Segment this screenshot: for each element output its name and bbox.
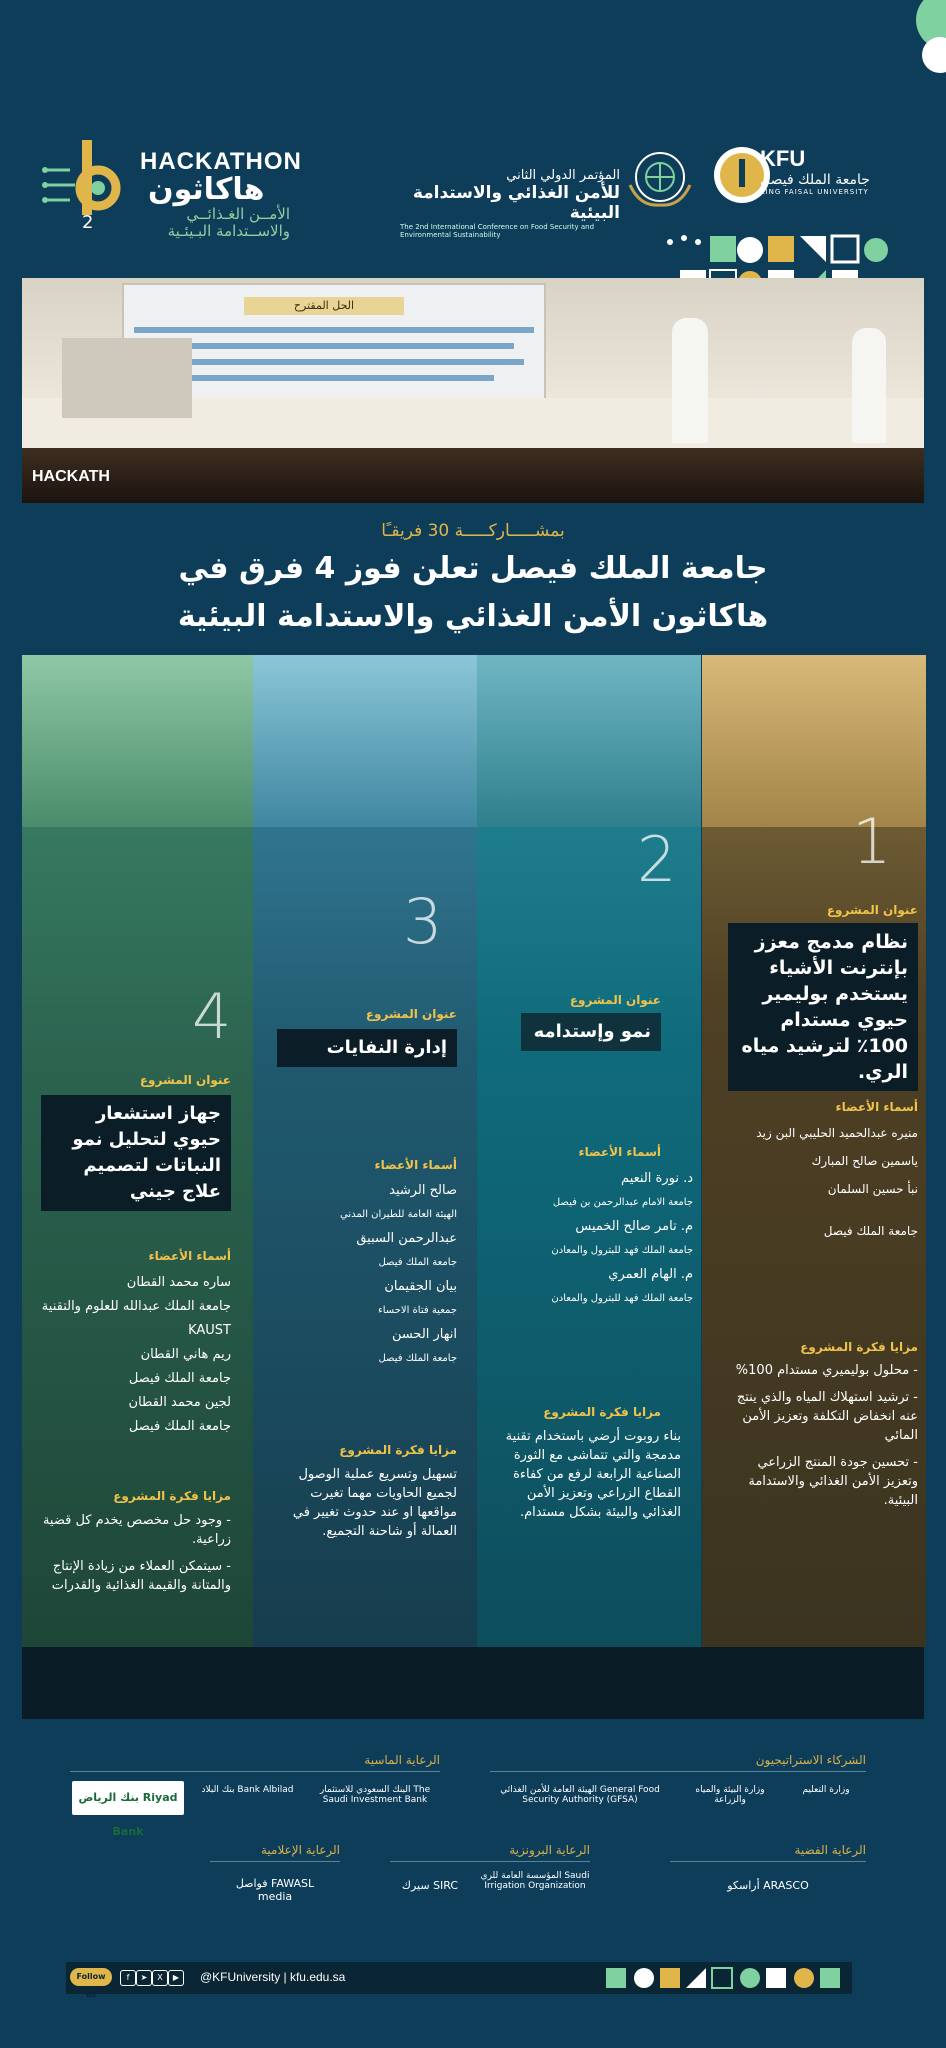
team-3-photo: [253, 655, 477, 827]
team-4-title-label: عنوان المشروع: [139, 1073, 231, 1087]
advantage-item: - تحسين جودة المنتج الزراعي وتعزيز الأمن الغذائي والاستدامة البيئية.: [748, 1455, 918, 1508]
advantage-item: - محلول بوليميري مستدام 100%: [735, 1363, 918, 1378]
member-name: ياسمين صالح المبارك: [811, 1154, 918, 1168]
audience: [22, 448, 924, 503]
team-2-title-label: عنوان المشروع: [569, 993, 661, 1007]
headline: [22, 503, 924, 655]
team-3-members: [257, 1179, 457, 1371]
hackathon-title-en: HACKATHON: [140, 148, 302, 175]
member-name: ريم هاني القطان: [140, 1347, 231, 1362]
member-name: منيره عبدالحميد الحليبي البن زيد: [756, 1126, 918, 1140]
corner-shape-decoration: [880, 0, 946, 90]
team-3-advantages-label: مزايا فكرة المشروع: [339, 1443, 457, 1457]
team-4-photo: [22, 655, 253, 827]
member-affiliation: جامعة الملك فهد للبترول والمعادن: [551, 1245, 693, 1256]
team-2-advantages-label: مزايا فكرة المشروع: [543, 1405, 661, 1419]
participation-count: بمشـــــاركـــــة 30 فريقـًا: [381, 521, 565, 541]
footer: [66, 1962, 852, 1999]
presenter-figure: [672, 318, 708, 443]
hackathon-banner-text: HACKATH: [32, 468, 110, 485]
kfu-abbreviation: KFU: [760, 146, 806, 171]
fawasl-logo: فواصل FAWASL media: [235, 1877, 315, 1903]
team-4-column: [22, 655, 253, 1647]
conference-english: The 2nd International Conference on Food Security and Environmental Sustainability: [400, 223, 595, 239]
bronze-sponsors-label: الرعاية البرونزية: [509, 1843, 590, 1857]
divider: [210, 1861, 340, 1862]
team-3-advantages: تسهيل وتسريع عملية الوصول لجميع الحاويات مهما تغيرت مواقعها او عند حدوث تغيير في العمالة أو شاحنة التجميع.: [292, 1467, 457, 1539]
screen-line: [134, 327, 534, 333]
standing-figure: [852, 328, 886, 443]
hackathon-subtitle-line1: الأمــن الغـذائــي: [186, 205, 290, 223]
team-1-members: [704, 1119, 918, 1245]
divider: [390, 1861, 590, 1862]
team-1-advantages: [728, 1361, 918, 1510]
team-2-members: [479, 1167, 693, 1311]
hackathon-title-ar: هاكاثون: [148, 172, 265, 207]
team-1-photo: [702, 655, 926, 827]
facebook-icon[interactable]: f: [120, 1970, 136, 1986]
member-affiliation: جامعة الملك فيصل: [128, 1371, 231, 1386]
member-affiliation: جامعة الملك فيصل: [378, 1353, 457, 1364]
team-4-title: جهاز استشعار حيوي لتحليل نمو النباتات لتصميم علاج جيني: [41, 1095, 231, 1211]
footer-handle[interactable]: @KFUniversity | kfu.edu.sa: [200, 1970, 346, 1984]
follow-us-badge[interactable]: Follow us: [70, 1968, 112, 1986]
team-4-advantages: [41, 1511, 231, 1595]
header: [0, 0, 946, 278]
riyad-bank-logo: بنك الرياض Riyad Bank: [72, 1781, 184, 1815]
team-1-title-label: عنوان المشروع: [826, 903, 918, 917]
member-affiliation: جمعية فتاة الاحساء: [378, 1305, 457, 1316]
irrigation-organization-logo: المؤسسة العامة للري Saudi Irrigation Organization: [480, 1871, 590, 1891]
team-3-title: إدارة النفايات: [277, 1029, 457, 1067]
sponsors-section: [0, 1719, 946, 1959]
member-name: عبدالرحمن السبيق: [356, 1231, 457, 1246]
member-affiliation: جامعة الامام عبدالرحمن بن فيصل: [552, 1197, 693, 1208]
member-name: د. نورة النعيم: [621, 1171, 693, 1186]
team-2-number: 2: [637, 823, 677, 896]
conference-line2: للأمن الغذائي والاستدامة البيئية: [412, 183, 620, 223]
kfu-arabic-name: جامعة الملك فيصل: [760, 172, 870, 188]
gfsa-logo: الهيئة العامة للأمن الغذائي General Food Security Authority (GFSA): [500, 1785, 660, 1805]
divider: [490, 1771, 866, 1772]
team-1-column: [702, 655, 926, 1647]
kfu-english-name: KING FAISAL UNIVERSITY: [760, 188, 869, 196]
member-name: نبأ حسين السلمان: [827, 1182, 918, 1196]
strategic-partners-label: الشركاء الاستراتيجيون: [755, 1753, 866, 1767]
headline-line2: هاكاثون الأمن الغذائي والاستدامة البيئية: [177, 599, 769, 634]
member-affiliation: جامعة الملك فيصل: [128, 1419, 231, 1434]
headline-line1: جامعة الملك فيصل تعلن فوز 4 فرق في: [178, 551, 768, 586]
silver-sponsors-label: الرعاية الفضية: [794, 1843, 866, 1857]
screen-heading: الحل المقترح: [244, 297, 404, 315]
telegram-icon[interactable]: ➤: [136, 1970, 152, 1986]
team-4-number: 4: [192, 980, 232, 1053]
team-2-title: نمو وإستدامه: [521, 1013, 661, 1051]
member-affiliation: جامعة الملك فيصل: [823, 1224, 918, 1238]
stage-photo: [22, 278, 924, 503]
media-sponsors-label: الرعاية الإعلامية: [261, 1843, 340, 1857]
team-2-advantages: بناء روبوت أرضي باستخدام تقنية مدمجة والتي تتماشى مع الثورة الصناعية الرابعة لرفع من كفاءة القطاع الزراعي وتعزيز الأمن الغذائي والبيئة بشكل مستدام.: [505, 1429, 681, 1520]
footer-pattern-decoration: [606, 1964, 846, 1992]
member-name: م. تامر صالح الخميس: [575, 1219, 693, 1234]
bank-albilad-logo: بنك البلاد Bank Albilad: [201, 1785, 294, 1795]
team-4-advantages-label: مزايا فكرة المشروع: [113, 1489, 231, 1503]
divider: [670, 1861, 866, 1862]
team-1-title: نظام مدمج معزز بإنترنت الأشياء يستخدم بوليمير حيوي مستدام 100٪ لترشيد مياه الري.: [728, 923, 918, 1091]
team-3-number: 3: [403, 885, 443, 958]
member-name: انهار الحسن: [391, 1327, 457, 1342]
team-2-photo: [477, 655, 701, 827]
ministry-education-logo: وزارة التعليم: [802, 1785, 850, 1795]
member-name: صالح الرشيد: [389, 1183, 457, 1198]
hackathon-subtitle-line2: والاســتدامة البـيئـية: [167, 222, 290, 240]
team-4-members-label: أسماء الأعضاء: [148, 1249, 231, 1263]
member-name: ساره محمد القطان: [126, 1275, 231, 1290]
member-affiliation: جامعة الملك عبدالله للعلوم والتقنية KAUST: [41, 1299, 231, 1338]
arasco-logo: أراسكو ARASCO: [727, 1879, 809, 1892]
team-1-number: 1: [852, 805, 892, 878]
advantage-item: - وجود حل مخصص يخدم كل قضية زراعية.: [42, 1513, 231, 1547]
conference-globe-icon: [620, 145, 700, 210]
dark-band: [22, 1647, 924, 1719]
divider: [70, 1771, 440, 1772]
team-3-members-label: أسماء الأعضاء: [374, 1158, 457, 1172]
kfu-name: [760, 146, 870, 196]
member-affiliation: جامعة الملك فيصل: [378, 1257, 457, 1268]
ministry-environment-logo: وزارة البيئة والمياه والزراعة: [695, 1785, 765, 1805]
conference-line1: المؤتمر الدولي الثاني: [506, 168, 620, 183]
team-2-column: [477, 655, 701, 1647]
team-1-members-label: أسماء الأعضاء: [835, 1100, 918, 1114]
team-3-column: [253, 655, 477, 1647]
team-1-advantages-label: مزايا فكرة المشروع: [800, 1340, 918, 1354]
team-2-members-label: أسماء الأعضاء: [578, 1145, 661, 1159]
member-affiliation: جامعة الملك فهد للبترول والمعادن: [551, 1293, 693, 1304]
x-icon[interactable]: X: [152, 1970, 168, 1986]
youtube-icon[interactable]: ▶: [168, 1970, 184, 1986]
hackathon-subtitle: [140, 206, 290, 240]
sirc-logo: سيرك SIRC: [401, 1879, 459, 1892]
hackathon-edition-number: 2: [82, 212, 94, 233]
member-name: م. الهام العمري: [608, 1267, 693, 1282]
advantage-item: - ترشيد استهلاك المياه والذي ينتج عنه انخفاض التكلفة وتعزيز الأمن المائي: [736, 1390, 918, 1443]
team-4-members: [31, 1271, 231, 1439]
screen-line: [134, 359, 524, 365]
advantage-item: - سيتمكن العملاء من زيادة الإنتاج والمتانة والقيمة الغذائية والقدرات: [51, 1559, 231, 1593]
member-name: بيان الجقيمان: [384, 1279, 457, 1294]
conference-title: [400, 168, 620, 239]
saudi-investment-bank-logo: البنك السعودي للاستثمار The Saudi Investment Bank: [319, 1785, 431, 1805]
team-3-title-label: عنوان المشروع: [365, 1007, 457, 1021]
member-name: لجين محمد القطان: [128, 1395, 231, 1410]
member-affiliation: الهيئة العامة للطيران المدني: [340, 1209, 457, 1220]
judges-table: [62, 338, 192, 418]
diamond-sponsors-label: الرعاية الماسية: [364, 1753, 440, 1767]
